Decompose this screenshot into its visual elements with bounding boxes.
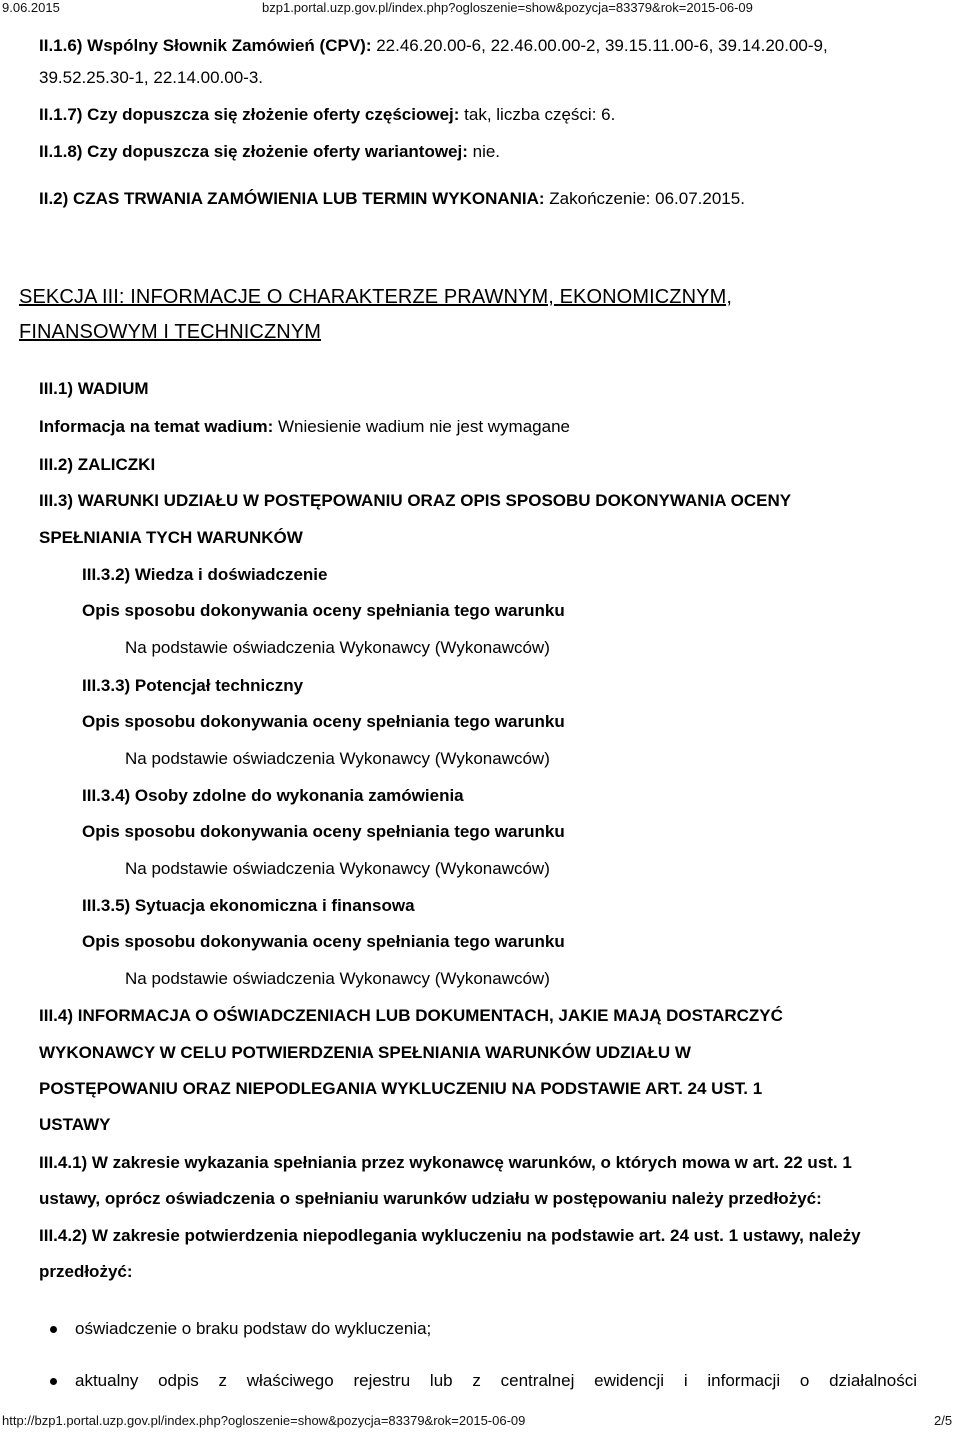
bullet-item: aktualny odpis z właściwego rejestru lub z centralnej ewidencji i informacji o działalności xyxy=(75,1371,917,1390)
wadium-heading: III.1) WADIUM xyxy=(39,379,149,398)
documents-heading-1: III.4) INFORMACJA O OŚWIADCZENIACH LUB DOKUMENTACH, JAKIE MAJĄ DOSTARCZYĆ xyxy=(39,1006,783,1025)
partial-offer-value: tak, liczba części: 6. xyxy=(464,105,616,124)
cpv-line xyxy=(39,35,828,57)
variant-offer-label: II.1.8) Czy dopuszcza się złożenie oferty wariantowej: xyxy=(39,142,468,161)
s341-line-2: ustawy, oprócz oświadczenia o spełnianiu warunków udziału w postępowaniu należy przedłożyć: xyxy=(39,1189,822,1208)
condition-desc-label: Opis sposobu dokonywania oceny spełniania tego warunku xyxy=(82,712,565,731)
partial-offer-label: II.1.7) Czy dopuszcza się złożenie oferty częściowej: xyxy=(39,105,460,124)
conditions-heading-2: SPEŁNIANIA TYCH WARUNKÓW xyxy=(39,528,303,547)
print-url: bzp1.portal.uzp.gov.pl/index.php?ogloszenie=show&pozycja=83379&rok=2015-06-09 xyxy=(262,0,753,15)
s342-line-1: III.4.2) W zakresie potwierdzenia niepodlegania wykluczeniu na podstawie art. 24 ust. 1 ustawy, należy xyxy=(39,1226,861,1245)
duration-label: II.2) CZAS TRWANIA ZAMÓWIENIA LUB TERMIN WYKONANIA: xyxy=(39,189,545,208)
wadium-info-label: Informacja na temat wadium: xyxy=(39,417,274,436)
s341-line-1: III.4.1) W zakresie wykazania spełniania przez wykonawcę warunków, o których mowa w art. 22 ust. 1 xyxy=(39,1153,852,1172)
section-3-title-2: FINANSOWYM I TECHNICZNYM xyxy=(19,321,322,343)
variant-offer-line xyxy=(39,141,500,163)
bullet-marker xyxy=(50,1378,57,1385)
documents-heading-3: POSTĘPOWANIU ORAZ NIEPODLEGANIA WYKLUCZENIU NA PODSTAWIE ART. 24 UST. 1 xyxy=(39,1079,763,1098)
print-date: 9.06.2015 xyxy=(2,0,60,15)
bullet-item: oświadczenie o braku podstaw do wykluczenia; xyxy=(75,1319,432,1338)
condition-title: III.3.5) Sytuacja ekonomiczna i finansowa xyxy=(82,896,415,915)
cpv-codes-1: 22.46.20.00-6, 22.46.00.00-2, 39.15.11.00-6, 39.14.20.00-9, xyxy=(376,36,828,55)
footer-url: http://bzp1.portal.uzp.gov.pl/index.php?ogloszenie=show&pozycja=83379&rok=2015-06-09 xyxy=(2,1413,526,1428)
condition-desc: Na podstawie oświadczenia Wykonawcy (Wykonawców) xyxy=(125,859,550,878)
wadium-info-line xyxy=(39,416,570,438)
condition-title: III.3.2) Wiedza i doświadczenie xyxy=(82,565,328,584)
zaliczki-heading: III.2) ZALICZKI xyxy=(39,455,156,474)
s342-line-2: przedłożyć: xyxy=(39,1262,133,1281)
documents-heading-4: USTAWY xyxy=(39,1115,111,1134)
page-number: 2/5 xyxy=(934,1413,953,1428)
condition-desc: Na podstawie oświadczenia Wykonawcy (Wykonawców) xyxy=(125,749,550,768)
duration-value: Zakończenie: 06.07.2015. xyxy=(549,189,745,208)
cpv-codes-2: 39.52.25.30-1, 22.14.00.00-3. xyxy=(39,68,264,87)
condition-desc: Na podstawie oświadczenia Wykonawcy (Wykonawców) xyxy=(125,638,550,657)
documents-heading-2: WYKONAWCY W CELU POTWIERDZENIA SPEŁNIANIA WARUNKÓW UDZIAŁU W xyxy=(39,1043,691,1062)
condition-desc-label: Opis sposobu dokonywania oceny spełniania tego warunku xyxy=(82,822,565,841)
partial-offer-line xyxy=(39,104,615,126)
variant-offer-value: nie. xyxy=(472,142,501,161)
cpv-label: II.1.6) Wspólny Słownik Zamówień (CPV): xyxy=(39,36,372,55)
condition-desc-label: Opis sposobu dokonywania oceny spełniania tego warunku xyxy=(82,932,565,951)
condition-desc-label: Opis sposobu dokonywania oceny spełniania tego warunku xyxy=(82,601,565,620)
bullet-marker xyxy=(50,1326,57,1333)
section-3-title-1: SEKCJA III: INFORMACJE O CHARAKTERZE PRAWNYM, EKONOMICZNYM, xyxy=(19,286,732,308)
condition-title: III.3.4) Osoby zdolne do wykonania zamówienia xyxy=(82,786,464,805)
wadium-info-value: Wniesienie wadium nie jest wymagane xyxy=(278,417,570,436)
condition-desc: Na podstawie oświadczenia Wykonawcy (Wykonawców) xyxy=(125,969,550,988)
conditions-heading-1: III.3) WARUNKI UDZIAŁU W POSTĘPOWANIU ORAZ OPIS SPOSOBU DOKONYWANIA OCENY xyxy=(39,491,792,510)
condition-title: III.3.3) Potencjał techniczny xyxy=(82,676,304,695)
duration-line xyxy=(39,188,745,210)
